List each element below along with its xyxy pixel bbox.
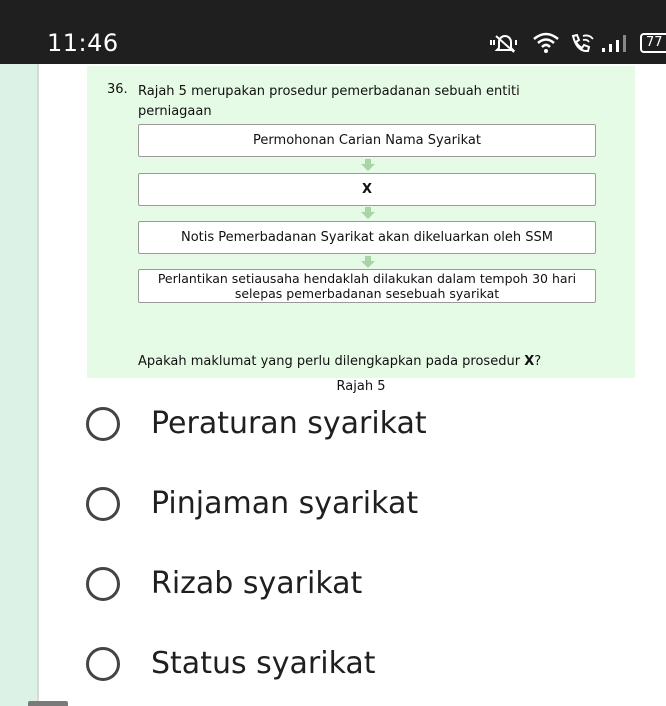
arrow-down-icon [361, 256, 375, 268]
prompt-end: ? [534, 354, 542, 369]
option-label: Pinjaman syarikat [151, 486, 419, 521]
question-prompt [138, 354, 541, 369]
flow-step-3: Notis Pemerbadanan Syarikat akan dikeluarkan oleh SSM [138, 221, 596, 254]
status-bar [0, 0, 666, 64]
prompt-text: Apakah maklumat yang perlu dilengkapkan pada prosedur [138, 354, 525, 369]
option-b[interactable] [86, 485, 606, 529]
prompt-bold: X [524, 354, 535, 369]
arrow-down-icon [361, 159, 375, 171]
arrow-down-icon [361, 207, 375, 219]
option-label: Rizab syarikat [151, 566, 363, 601]
figure-caption: Rajah 5 [336, 379, 386, 394]
option-c[interactable] [86, 565, 606, 609]
flow-step-x: X [138, 173, 596, 206]
option-label: Peraturan syarikat [151, 406, 427, 441]
option-d[interactable] [86, 645, 606, 689]
radio-button[interactable] [86, 407, 120, 441]
option-label: Status syarikat [151, 646, 376, 681]
battery-icon: 77 [640, 33, 666, 53]
flow-step-4: Perlantikan setiausaha hendaklah dilakukan dalam tempoh 30 hari selepas pemerbadanan sesebuah syarikat [138, 269, 596, 303]
radio-button[interactable] [86, 567, 120, 601]
status-time: 11:46 [47, 29, 119, 57]
side-panel-handle[interactable] [28, 701, 68, 706]
radio-button[interactable] [86, 647, 120, 681]
flow-step-1: Permohonan Carian Nama Syarikat [138, 124, 596, 157]
question-number: 36. [107, 82, 128, 97]
question-text: Rajah 5 merupakan prosedur pemerbadanan sebuah entiti perniagaan [138, 84, 520, 119]
left-side-panel [0, 64, 39, 706]
radio-button[interactable] [86, 487, 120, 521]
option-a[interactable] [86, 405, 606, 449]
